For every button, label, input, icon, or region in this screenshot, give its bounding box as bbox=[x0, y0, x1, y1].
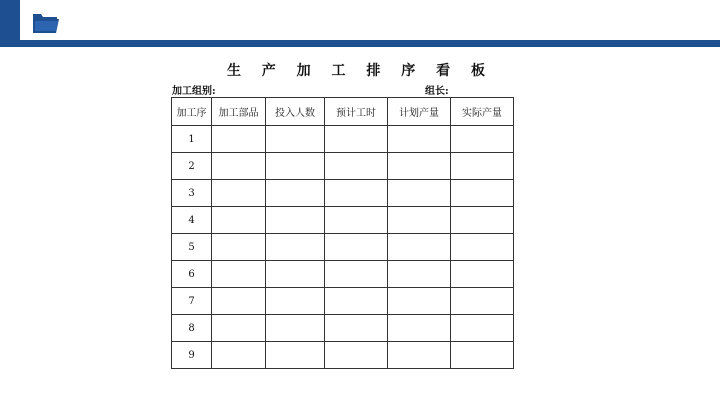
table-cell bbox=[266, 315, 325, 342]
table-cell bbox=[212, 180, 266, 207]
table-cell bbox=[388, 288, 451, 315]
table-row bbox=[172, 288, 514, 315]
row-number-cell: 2 bbox=[172, 153, 212, 180]
table-cell bbox=[451, 207, 514, 234]
row-number-cell: 7 bbox=[172, 288, 212, 315]
table-cell bbox=[388, 180, 451, 207]
table-cell bbox=[212, 207, 266, 234]
table-row bbox=[172, 315, 514, 342]
left-accent-bar bbox=[0, 0, 20, 47]
table-cell bbox=[388, 207, 451, 234]
table-cell bbox=[212, 153, 266, 180]
row-number-cell: 9 bbox=[172, 342, 212, 369]
table-body bbox=[172, 126, 514, 369]
table-cell bbox=[266, 234, 325, 261]
column-header: 计划产量 bbox=[388, 98, 451, 126]
table-row bbox=[172, 234, 514, 261]
table-row bbox=[172, 180, 514, 207]
leader-label: 组长: bbox=[425, 86, 449, 97]
column-header: 加工部品 bbox=[212, 98, 266, 126]
table-cell bbox=[451, 180, 514, 207]
schedule-table bbox=[171, 97, 514, 369]
table-cell bbox=[451, 126, 514, 153]
row-number-cell: 4 bbox=[172, 207, 212, 234]
table-row bbox=[172, 261, 514, 288]
table-cell bbox=[212, 342, 266, 369]
table-cell bbox=[451, 288, 514, 315]
row-number-cell: 8 bbox=[172, 315, 212, 342]
table-cell bbox=[212, 234, 266, 261]
row-number-cell: 6 bbox=[172, 261, 212, 288]
table-cell bbox=[451, 342, 514, 369]
column-header: 实际产量 bbox=[451, 98, 514, 126]
table-cell bbox=[451, 234, 514, 261]
group-label: 加工组别: bbox=[172, 86, 216, 97]
table-cell bbox=[325, 126, 388, 153]
table-row bbox=[172, 342, 514, 369]
table-cell bbox=[325, 153, 388, 180]
row-number-cell: 3 bbox=[172, 180, 212, 207]
table-cell bbox=[388, 234, 451, 261]
row-number-cell: 1 bbox=[172, 126, 212, 153]
row-number-cell: 5 bbox=[172, 234, 212, 261]
table-cell bbox=[388, 261, 451, 288]
table-cell bbox=[325, 261, 388, 288]
table-cell bbox=[266, 207, 325, 234]
table-row bbox=[172, 153, 514, 180]
table-row bbox=[172, 126, 514, 153]
table-cell bbox=[388, 342, 451, 369]
column-header: 预计工时 bbox=[325, 98, 388, 126]
table-cell bbox=[325, 234, 388, 261]
table-cell bbox=[325, 207, 388, 234]
table-cell bbox=[451, 261, 514, 288]
folder-icon bbox=[32, 10, 60, 34]
table-cell bbox=[266, 342, 325, 369]
top-banner bbox=[0, 0, 720, 47]
table-cell bbox=[451, 315, 514, 342]
table-cell bbox=[388, 153, 451, 180]
table-header-row bbox=[172, 98, 514, 126]
table-cell bbox=[266, 180, 325, 207]
column-header: 加工序 bbox=[172, 98, 212, 126]
table-cell bbox=[266, 126, 325, 153]
table-cell bbox=[212, 126, 266, 153]
table-cell bbox=[325, 288, 388, 315]
table-cell bbox=[388, 126, 451, 153]
table-cell bbox=[266, 288, 325, 315]
top-accent-line bbox=[20, 40, 720, 47]
table-cell bbox=[388, 315, 451, 342]
table-cell bbox=[212, 261, 266, 288]
table-cell bbox=[266, 261, 325, 288]
table-cell bbox=[451, 153, 514, 180]
table-cell bbox=[266, 153, 325, 180]
table-row bbox=[172, 207, 514, 234]
table-cell bbox=[325, 180, 388, 207]
table-cell bbox=[212, 288, 266, 315]
page-title: 生 产 加 工 排 序 看 板 bbox=[226, 63, 494, 79]
table-cell bbox=[212, 315, 266, 342]
table-cell bbox=[325, 315, 388, 342]
column-header: 投入人数 bbox=[266, 98, 325, 126]
table-cell bbox=[325, 342, 388, 369]
